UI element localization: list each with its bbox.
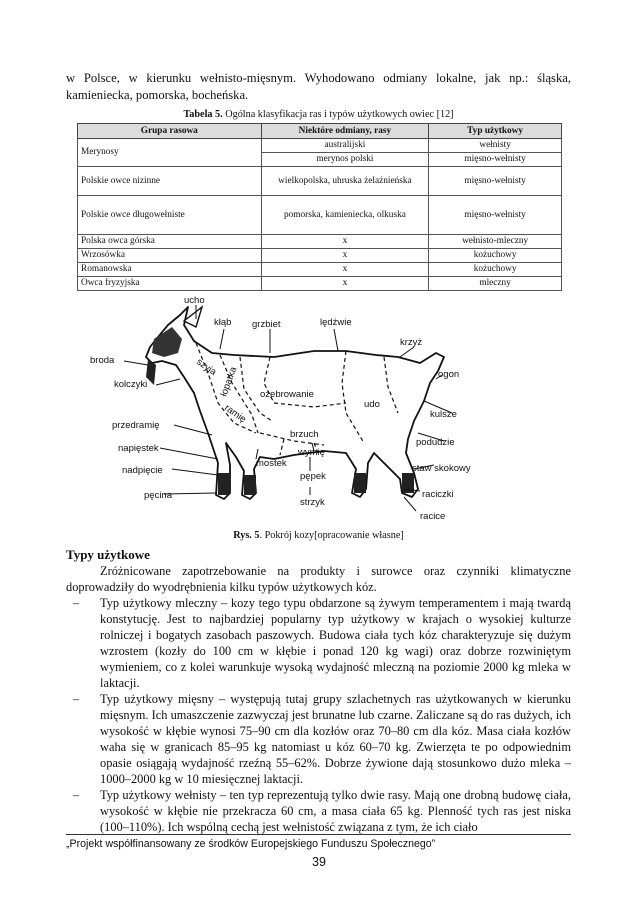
label-napiestek: napięstek: [118, 443, 159, 454]
table-row: [78, 235, 562, 249]
footer-text: „Projekt współfinansowany ze środków Europejskiego Funduszu Społecznego”: [66, 838, 436, 850]
label-szyja: szyja: [194, 356, 219, 378]
label-ozebrowanie: ożebrowanie: [260, 389, 314, 400]
goat-body-outline: [146, 307, 444, 499]
table-cell-group: Polskie owce nizinne: [78, 167, 262, 196]
list-item: [66, 595, 571, 691]
table-cell-variety: pomorska, kamieniecka, olkuska: [261, 196, 429, 235]
table-cell-type: mleczny: [429, 277, 562, 291]
table-row: [78, 277, 562, 291]
label-kolczyki: kolczyki: [114, 379, 148, 390]
footer-divider: [66, 834, 571, 835]
label-broda: broda: [90, 355, 115, 366]
sheep-classification-table: [77, 123, 562, 291]
table-cell-type: wełnisto-mleczny: [429, 235, 562, 249]
intro-paragraph: w Polsce, w kierunku wełnisto-mięsnym. Wyhodowano odmiany lokalne, jak np.: śląska, kamieniecka, pomorska, bocheńska.: [66, 71, 571, 102]
list-item-text: Typ użytkowy mięsny – występują tutaj grupy szlachetnych ras użytkowanych w kierunku mięsnym. Ich umaszczenie zazwyczaj jest brunatne lub czarne. Zaliczane są do ras dużych, ich wysokość w kłębie wynosi 75–90 cm dla kozłów oraz 70–80 cm dla kóz. Masa ciała kozłów waha się w granicach 85–95 kg natomiast u kóz 60–70 kg. Zwierzęta te po odpowiednim opasie osiągają wydajność rzeźną 55–62%. Dobrze żywione dają stosunkowo dużo mleka – 1000–2000 kg w 10 miesięcznej laktacji.: [100, 692, 571, 786]
table-row: [78, 249, 562, 263]
table-cell-group: Wrzosówka: [78, 249, 262, 263]
label-racice: racice: [420, 511, 446, 522]
table-cell-variety: x: [261, 263, 429, 277]
table-cell-group: Polskie owce długowełniste: [78, 196, 262, 235]
figure-caption: [66, 529, 571, 542]
label-klab: kłąb: [214, 317, 232, 328]
label-ledzwie: lędźwie: [320, 317, 352, 328]
section-title: Typy użytkowe: [66, 547, 150, 562]
label-wymie: wymię: [298, 447, 325, 458]
table-cell-variety: australijski: [261, 139, 429, 153]
table-header-cell: Grupa rasowa: [78, 124, 262, 139]
table-cell-variety: x: [261, 277, 429, 291]
table-cell-group: Merynosy: [78, 139, 262, 167]
table-cell-group: Owca fryzyjska: [78, 277, 262, 291]
label-nadpiecie: nadpięcie: [122, 465, 163, 476]
table-header-cell: Niektóre odmiany, rasy: [261, 124, 429, 139]
lead-paragraph: Zróżnicowane zapotrzebowanie na produkty i surowce oraz czynniki klimatyczne doprowadziły do wyodrębnienia kilku typów użytkowych kóz.: [66, 564, 571, 594]
table-cell-type: wełnisty: [429, 139, 562, 153]
table-row: [78, 263, 562, 277]
table-header-row: [78, 124, 562, 139]
table-caption-label: Tabela 5.: [183, 109, 223, 120]
table-cell-type: kożuchowy: [429, 249, 562, 263]
label-lopatka: łopatka: [218, 365, 240, 399]
table-row: [78, 167, 562, 196]
table-cell-type: mięsno-wełnisty: [429, 167, 562, 196]
list-dash: –: [72, 692, 80, 706]
label-udo: udo: [364, 399, 380, 410]
label-staw-skokowy: staw skokowy: [412, 463, 471, 474]
list-item: [66, 787, 571, 835]
table-cell-group: Romanowska: [78, 263, 262, 277]
table-cell-type: mięsno-wełnisty: [429, 153, 562, 167]
table-header-cell: Typ użytkowy: [429, 124, 562, 139]
table-cell-variety: wielkopolska, uhruska żelaźnieńska: [261, 167, 429, 196]
table-row: [78, 196, 562, 235]
label-ogon: ogon: [438, 369, 460, 380]
label-mostek: mostek: [256, 458, 287, 469]
label-podudzie: podudzie: [416, 437, 455, 448]
goat-illustration: [146, 307, 444, 499]
table-caption: [66, 108, 571, 121]
goat-anatomy-figure: [84, 293, 504, 528]
list-item-text: Typ użytkowy mleczny – kozy tego typu obdarzone są żywym temperamentem i mają twardą konstytucję. Jest to najbardziej popularny typ użytkowy w krajach o wysokiej kulturze rolniczej i bogatych zasobach paszowych. Budowa ciała tych kóz charakteryzuje się dużym wzrostem (kozły do 100 cm w kłębie i ponad 120 kg wagi) oraz dobrze rozwiniętym wymieniem, co z kolei warunkuje wysoką wydajność mleczną na poziomie 2000 kg mleka w laktacji.: [100, 596, 571, 690]
table-caption-text: Ogólna klasyfikacja ras i typów użytkowych owiec [12]: [222, 109, 454, 120]
label-brzuch: brzuch: [290, 429, 319, 440]
table-cell-variety: x: [261, 235, 429, 249]
label-pecina: pęcina: [144, 490, 172, 501]
label-grzbiet: grzbiet: [252, 319, 281, 330]
label-raciczki: raciczki: [422, 489, 454, 500]
page-number: 39: [312, 855, 326, 869]
figure-caption-label: Rys. 5: [233, 530, 260, 541]
table-cell-variety: merynos polski: [261, 153, 429, 167]
list-item: [66, 691, 571, 787]
list-dash: –: [72, 788, 80, 802]
list-item-text: Typ użytkowy wełnisty – ten typ reprezentują tylko dwie rasy. Mają one drobną budowę ciała, wysokość w kłębie nie przekracza 60 cm, a masa ciała 65 kg. Plenność tych ras jest niska (100–110%). Ich wspólną cechą jest wełnistość związana z tym, że ich ciało: [100, 788, 571, 834]
label-strzyk: strzyk: [300, 497, 325, 508]
label-krzyz: krzyż: [400, 337, 423, 348]
label-kulsze: kulsze: [430, 409, 457, 420]
table-cell-type: mięsno-wełnisty: [429, 196, 562, 235]
label-ucho: ucho: [184, 295, 205, 306]
body-text: [66, 563, 571, 835]
table-cell-type: kożuchowy: [429, 263, 562, 277]
table-cell-group: Polska owca górska: [78, 235, 262, 249]
list-dash: –: [72, 596, 80, 610]
label-przedramie: przedramię: [112, 420, 160, 431]
label-ramie: ramię: [222, 402, 249, 426]
table-row: [78, 139, 562, 153]
label-pepek: pępek: [300, 471, 326, 482]
table-cell-variety: x: [261, 249, 429, 263]
figure-caption-text: . Pokrój kozy[opracowanie własne]: [259, 530, 404, 541]
